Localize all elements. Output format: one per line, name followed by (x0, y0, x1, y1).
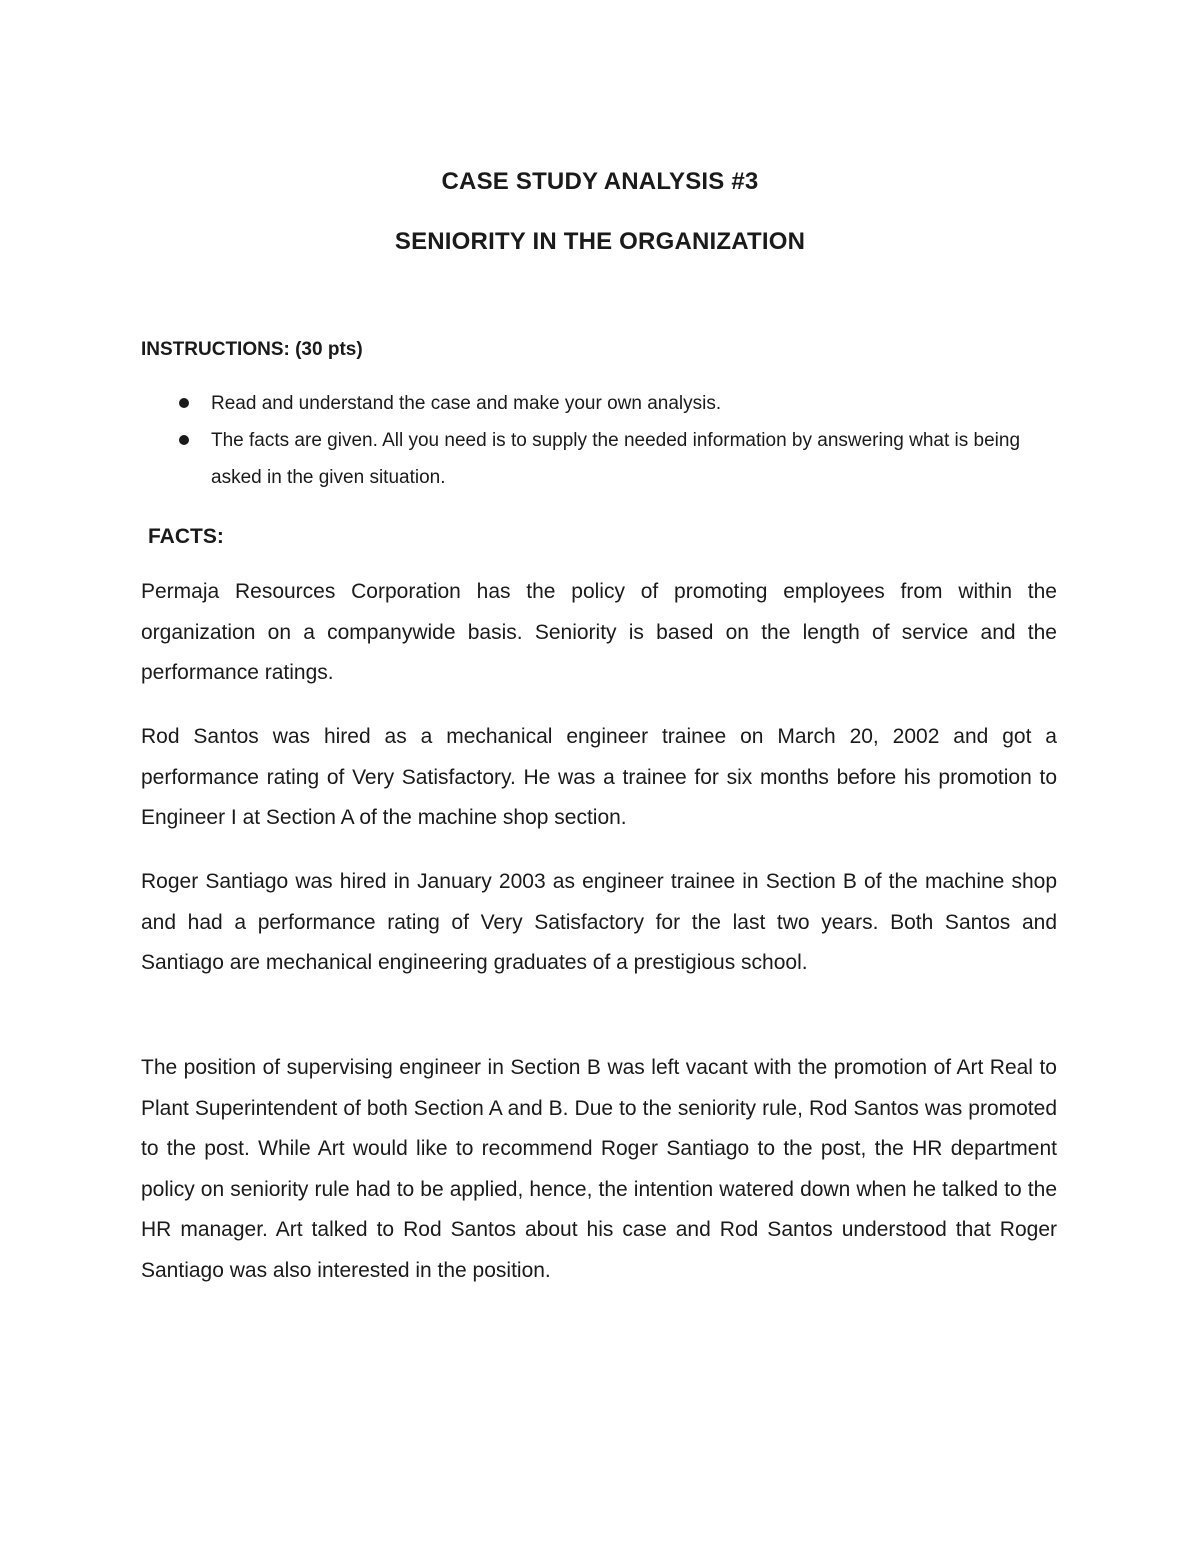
instructions-heading: INSTRUCTIONS: (30 pts) (141, 339, 363, 360)
list-item (141, 385, 1061, 422)
instruction-text: The facts are given. All you need is to supply the needed information by answering what is being asked in the given situation. (211, 430, 1021, 488)
document-subtitle: SENIORITY IN THE ORGANIZATION (394, 228, 806, 255)
facts-paragraph: Rod Santos was hired as a mechanical engineer trainee on March 20, 2002 and got a performance rating of Very Satisfactory. He was a trainee for six months before his promotion to Engineer I at Section A of the machine shop section. (141, 725, 1057, 830)
facts-paragraph: Roger Santiago was hired in January 2003 as engineer trainee in Section B of the machine shop and had a performance rating of Very Satisfactory for the last two years. Both Santos and Santiago are mechanical engineering graduates of a prestigious school. (141, 870, 1057, 975)
document-title: CASE STUDY ANALYSIS #3 (441, 168, 759, 195)
instruction-text: Read and understand the case and make your own analysis. (211, 393, 722, 414)
facts-paragraph: The position of supervising engineer in Section B was left vacant with the promotion of Art Real to Plant Superintendent of both Section A and B. Due to the seniority rule, Rod Santos was promoted to the post. While Art would like to recommend Roger Santiago to the post, the HR department policy on seniority rule had to be applied, hence, the intention watered down when he talked to the HR manager. Art talked to Rod Santos about his case and Rod Santos understood that Roger Santiago was also interested in the position. (141, 1056, 1057, 1282)
instructions-list (141, 385, 1061, 496)
list-item (141, 422, 1061, 496)
bullet-icon (179, 398, 189, 408)
bullet-icon (179, 435, 189, 445)
facts-paragraph: Permaja Resources Corporation has the policy of promoting employees from within the organization on a companywide basis. Seniority is based on the length of service and the performance ratings. (141, 580, 1057, 685)
facts-heading: FACTS: (148, 525, 224, 548)
